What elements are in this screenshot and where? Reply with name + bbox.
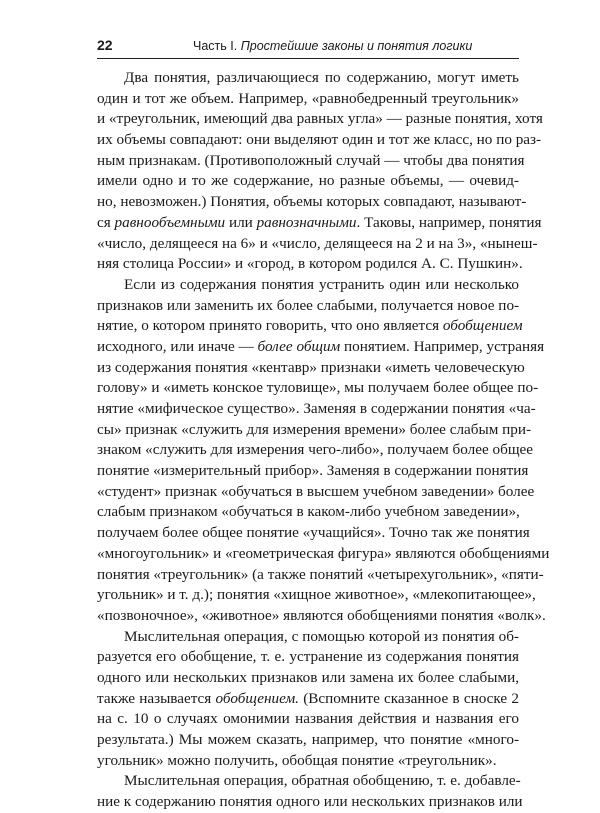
text-line: разуется его обобщение, т. е. устранение из содержания понятия [97,648,519,666]
page-number: 22 [97,37,113,53]
text-line: «многоугольник» и «геометрическая фигура» являются обобщениями [97,544,550,562]
body-text [97,68,550,813]
text-line: нятие, о котором принято говорить, что оно является обобщением [97,317,523,335]
text-line: Два понятия, различающиеся по содержанию, могут иметь [124,69,519,86]
text-line: знаком «служить для измерения чего-либо», получаем более общее [97,441,533,459]
text-line: получаем более общее понятие «учащийся». Точно так же понятия [97,524,530,542]
text-line: угольник» можно получить, обобщая понятие «треугольник». [97,751,497,769]
text-line: «число, делящееся на 6» и «число, делящееся на 2 и на 3», «нынеш- [97,234,538,252]
text-line: нятие «мифическое существо». Заменяя в содержании понятия «ча- [97,400,536,417]
text-line: понятия «треугольник» (а также понятий «четырехугольник», «пяти- [97,565,544,583]
italic-term: равнозначными [256,213,357,231]
text-line: «студент» признак «обучаться в высшем учебном заведении» более [97,482,535,500]
text-line: один и тот же объем. Например, «равнобедренный треугольник» [97,89,519,107]
text-line: угольник» и т. д.); понятия «хищное животное», «млекопитающее», [97,586,536,604]
text-line: няя столица России» и «город, в котором родился А. С. Пушкин». [97,255,523,273]
italic-term: обобщением. [215,689,299,707]
part-label: Часть I. [193,39,238,53]
text-line: и «треугольник, имеющий два равных угла» — разные понятия, хотя [97,110,543,128]
section-title: Простейшие законы и понятия логики [240,39,473,53]
text-line: слабым признаком «обучаться в каком-либо учебном заведении», [97,503,520,521]
paragraph [97,771,523,812]
text-line: на с. 10 о случаях омонимии названия действия и названия его [97,710,519,728]
text-line: из содержания понятия «кентавр» признаки «иметь человеческую [97,358,525,376]
italic-term: равнообъемными [114,213,226,231]
text-line: Мыслительная операция, обратная обобщению, т. е. добавле- [124,772,521,790]
running-header [97,36,519,59]
text-line: «позвоночное», «животное» являются обобщениями понятия «волк». [97,606,546,624]
running-title [193,38,472,54]
paragraph [97,68,543,275]
text-line: но, невозможен.) Понятия, объемы которых совпадают, называют- [97,193,527,211]
text-line: признаков или заменить их более слабыми, получается новое по- [97,296,520,314]
text-line: имели одно и то же содержание, но разные объемы, — очевид- [97,172,519,190]
text-line: голову» и «иметь конское туловище», мы получаем более общее по- [97,379,539,397]
paragraph [97,275,550,627]
text-line: ние к содержанию понятия одного или нескольких признаков или [97,793,523,811]
text-line: результата.) Мы можем сказать, например, что понятие «много- [97,731,519,748]
text-line: понятие «измерительный прибор». Заменяя в содержании понятия [97,462,529,480]
text-line: сы» признак «служить для измерения времени» более слабым при- [97,420,532,438]
text-line: одного или нескольких признаков или замена их более слабыми, [97,668,519,686]
text-line: ся равнообъемными или равнозначными. Таковы, например, понятия [97,213,542,231]
text-line: исходного, или иначе — более общим понятием. Например, устраняя [97,337,545,355]
text-line: также называется обобщением. (Вспомните сказанное в сноске 2 [97,689,519,707]
text-line: их объемы совпадают: они выделяют один и тот же класс, но по раз- [97,131,542,149]
text-line: Мыслительная операция, с помощью которой из понятия об- [124,627,519,645]
text-line: ным признакам. (Противоположный случай — чтобы два понятия [97,151,525,169]
italic-term: более общим [257,337,341,355]
italic-term: обобщением [442,317,523,335]
text-line: Если из содержания понятия устранить один или несколько [124,275,519,293]
